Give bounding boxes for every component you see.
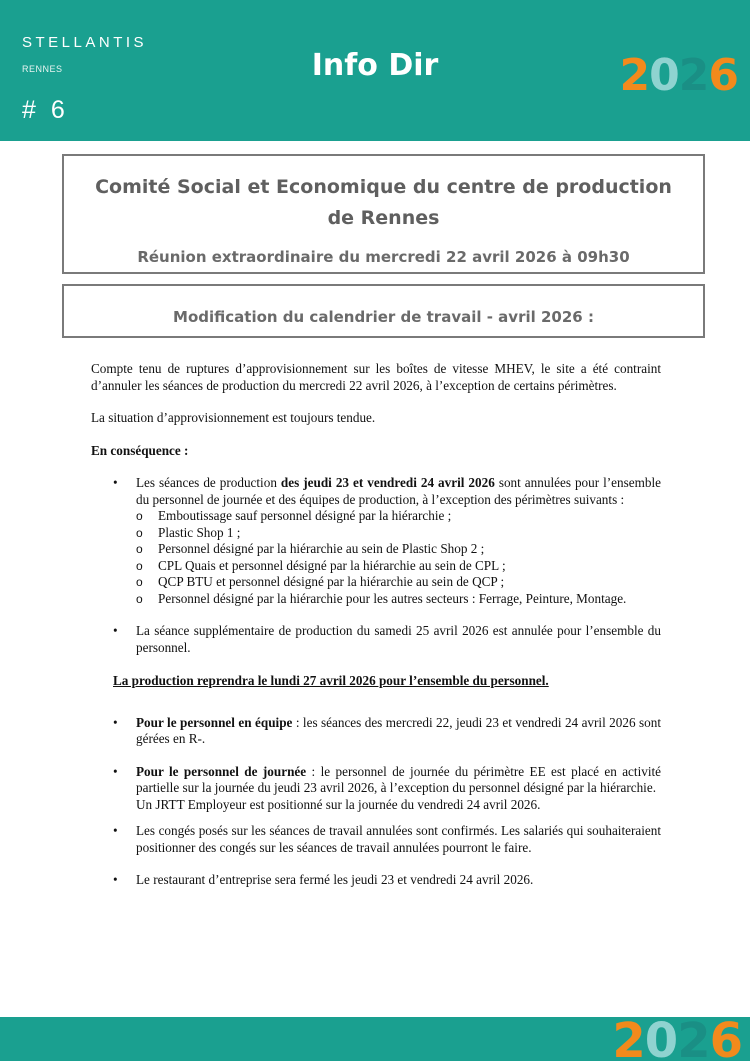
issue-number: # 6 (22, 96, 69, 124)
meeting-date: Réunion extraordinaire du mercredi 22 avril 2026 à 09h30 (137, 248, 630, 266)
year-logo (620, 50, 739, 101)
list-item: • Les séances de production des jeudi 23 et vendredi 24 avril 2026 sont annulées pour l’ensemble du personnel de journée et des équipes de production, à l’exception des périmètres suivants : o Emboutissage sauf personnel désigné par la hiérarchie ; o Plastic Shop 1 ; o Personnel désigné par la hiérarchie au sein de Plastic Shop 2 ; o CPL Quais et personnel désigné par la hiérarchie au sein de CPL ; o QCP BTU et personnel désigné par la hiérarchie au sein de QCP ; o Personnel désigné par la hiérarchie pour les autres secteurs : Ferrage, Peinture, Montage. (91, 475, 661, 607)
year-digit: 0 (644, 1017, 678, 1061)
newsletter-title: Info Dir (311, 48, 439, 83)
personnel-bullet-list (91, 715, 661, 889)
consequence-heading: En conséquence : (91, 442, 189, 458)
list-item: • Les congés posés sur les séances de travail annulées sont confirmés. Les salariés qui souhaiteraient positionner des congés sur les séances de travail annulées pourront le faire. (91, 823, 661, 856)
year-digit: 2 (678, 50, 709, 101)
year-digit: 6 (708, 50, 738, 101)
year-digit: 6 (709, 1017, 742, 1061)
exception-item: o Personnel désigné par la hiérarchie au sein de Plastic Shop 2 ; (136, 541, 661, 558)
list-item: • Pour le personnel de journée : le personnel de journée du périmètre EE est placé en activité partielle sur la journée du jeudi 23 avril 2026, à l’exception du personnel désigné par la hiérarchie. Un JRTT Employeur est positionné sur la journée du vendredi 24 avril 2026. (91, 764, 661, 814)
committee-title: Comité Social et Economique du centre de production de Rennes (95, 176, 672, 229)
header-banner (0, 0, 750, 141)
list-item: • La séance supplémentaire de production du samedi 25 avril 2026 est annulée pour l’ensemble du personnel. (91, 623, 661, 656)
meeting-title-box (62, 154, 705, 274)
topic-box (62, 284, 705, 338)
document-body (91, 361, 661, 889)
exception-item: o Emboutissage sauf personnel désigné par la hiérarchie ; (136, 508, 661, 525)
main-bullet-list (91, 475, 661, 656)
exception-item: o Plastic Shop 1 ; (136, 525, 661, 542)
exception-item: o Personnel désigné par la hiérarchie pour les autres secteurs : Ferrage, Peinture, Montage. (136, 591, 661, 608)
list-item: • Pour le personnel en équipe : les séances des mercredi 22, jeudi 23 et vendredi 24 avril 2026 sont gérées en R-. (91, 715, 661, 748)
situation-paragraph: La situation d’approvisionnement est toujours tendue. (91, 410, 376, 425)
year-digit: 2 (677, 1017, 710, 1061)
year-digit: 0 (649, 50, 679, 101)
footer-year-logo (612, 1017, 742, 1061)
production-resume-notice: La production reprendra le lundi 27 avril 2026 pour l’ensemble du personnel. (113, 673, 549, 688)
exception-item: o QCP BTU et personnel désigné par la hiérarchie au sein de QCP ; (136, 574, 661, 591)
site-name: RENNES (22, 64, 63, 74)
exceptions-list (136, 508, 661, 607)
stellantis-logo: STELLANTIS (22, 34, 148, 51)
footer-banner (0, 1017, 750, 1061)
list-item: • Le restaurant d’entreprise sera fermé les jeudi 23 et vendredi 24 avril 2026. (91, 872, 661, 889)
exception-item: o CPL Quais et personnel désigné par la hiérarchie au sein de CPL ; (136, 558, 661, 575)
intro-paragraph: Compte tenu de ruptures d’approvisionnement sur les boîtes de vitesse MHEV, le site a été contraint d’annuler les séances de production du mercredi 22 avril 2026, à l’exception de certains périmètres. (91, 361, 661, 393)
year-digit: 2 (619, 50, 650, 101)
topic-title: Modification du calendrier de travail - avril 2026 : (173, 308, 594, 326)
year-digit: 2 (612, 1017, 645, 1061)
